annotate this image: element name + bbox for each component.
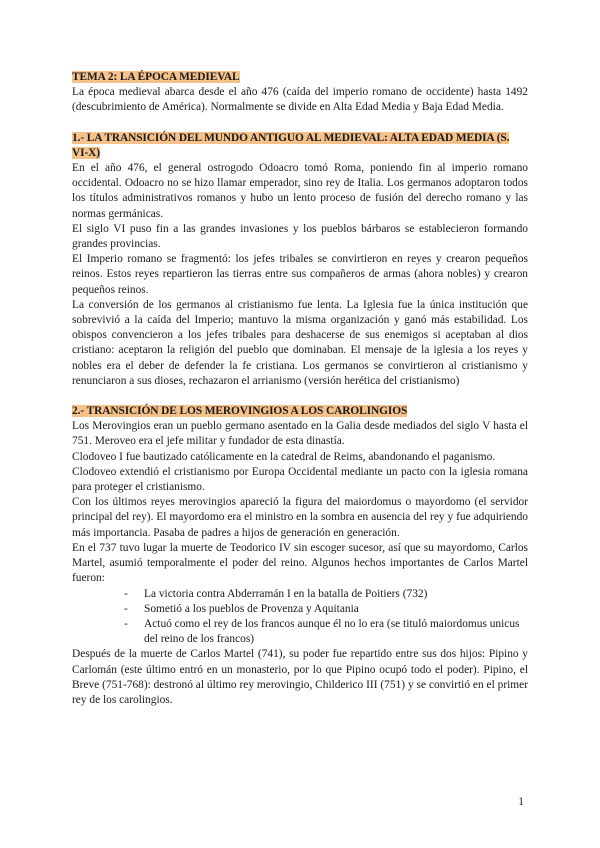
page-number: 1 <box>518 796 524 808</box>
section-2-paragraph: Con los últimos reyes merovingios apareció la figura del maiordomus o mayordomo (el servidor principal del rey). El mayordomo era el ministro en la sombra en ausencia del rey y fue adquiriendo más importancia. Pasaba de padres a hijos de generación en generación. <box>72 496 528 539</box>
section-1-paragraph: En el año 476, el general ostrogodo Odoacro tomó Roma, poniendo fin al imperio romano occidental. Odoacro no se hizo llamar emperador, sino rey de Italia. Los germanos adoptaron todos los títulos administrativos romanos y hubo un lento proceso de fusión del derecho romano y las normas germánicas. <box>72 162 528 220</box>
list-item: - Actuó como el rey de los francos aunque él no lo era (se tituló maiordomus unicus del reino de los francos) <box>124 617 528 647</box>
section-1 <box>72 131 528 161</box>
section-2-paragraph: Clodoveo I fue bautizado católicamente en la catedral de Reims, abandonando el paganismo. <box>72 450 496 463</box>
section-2-paragraph: Clodoveo extendió el cristianismo por Europa Occidental mediante un pacto con la iglesia romana para proteger el cristianismo. <box>72 465 528 494</box>
section-1-paragraph: El siglo VI puso fin a las grandes invasiones y los pueblos bárbaros se establecieron formando grandes provincias. <box>72 222 528 251</box>
carlos-martel-list <box>72 587 528 648</box>
list-item: - Sometió a los pueblos de Provenza y Aquitania <box>124 602 528 617</box>
document-page <box>72 70 528 708</box>
section-2-heading: 2.- TRANSICIÓN DE LOS MEROVINGIOS A LOS CAROLINGIOS <box>72 405 408 418</box>
section-1-heading: 1.- LA TRANSICIÓN DEL MUNDO ANTIGUO AL MEDIEVAL: ALTA EDAD MEDIA (S. VI-X) <box>72 131 510 159</box>
section-2-closing-paragraph: Después de la muerte de Carlos Martel (741), su poder fue repartido entre sus dos hijos: Pipino y Carlomán (este último entró en un monasterio, por lo que Pipino ocupó todo el poder). Pipino, el Breve (751-768): destronó al último rey merovingio, Childerico III (751) y se convirtió en el primer rey de los carolingios. <box>72 648 528 706</box>
section-1-paragraph: El Imperio romano se fragmentó: los jefes tribales se convirtieron en reyes y crearon pequeños reinos. Estos reyes repartieron las tierras entre sus compañeros de armas (ahora nobles) y crearon pequeños reinos. <box>72 253 528 296</box>
section-2-paragraph: Los Merovingios eran un pueblo germano asentado en la Galia desde mediados del siglo V hasta el 751. Meroveo era el jefe militar y fundador de esta dinastía. <box>72 420 528 448</box>
list-item: - La victoria contra Abderramán I en la batalla de Poitiers (732) <box>124 587 528 602</box>
section-2-paragraph: En el 737 tuvo lugar la muerte de Teodorico IV sin escoger sucesor, así que su mayordomo, Carlos Martel, asumió temporalmente el poder del reino. Algunos hechos importantes de Carlos Martel fueron: <box>72 541 528 585</box>
intro-paragraph: La época medieval abarca desde el año 476 (caída del imperio romano de occidente) hasta 1492 (descubrimiento de América). Normalmente se divide en Alta Edad Media y Baja Edad Media. <box>72 86 528 114</box>
section-2 <box>72 404 528 419</box>
section-1-paragraph: La conversión de los germanos al cristianismo fue lenta. La Iglesia fue la única institución que sobrevivió a la caída del Imperio; mantuvo la misma organización y ganó más estabilidad. Los obispos convencieron a los jefes tribales para deshacerse de sus enemigos si aceptaban al dios cristiano: aceptaron la religión del pueblo que dominaban. El mensaje de la iglesia a los reyes y nobles era el deber de defender la fe cristiana. Los germanos se convirtieron al cristianismo y renunciaron a sus dioses, rechazaron el arrianismo (versión herética del cristianismo) <box>72 298 528 387</box>
document-title: TEMA 2: LA ÉPOCA MEDIEVAL <box>72 71 240 83</box>
